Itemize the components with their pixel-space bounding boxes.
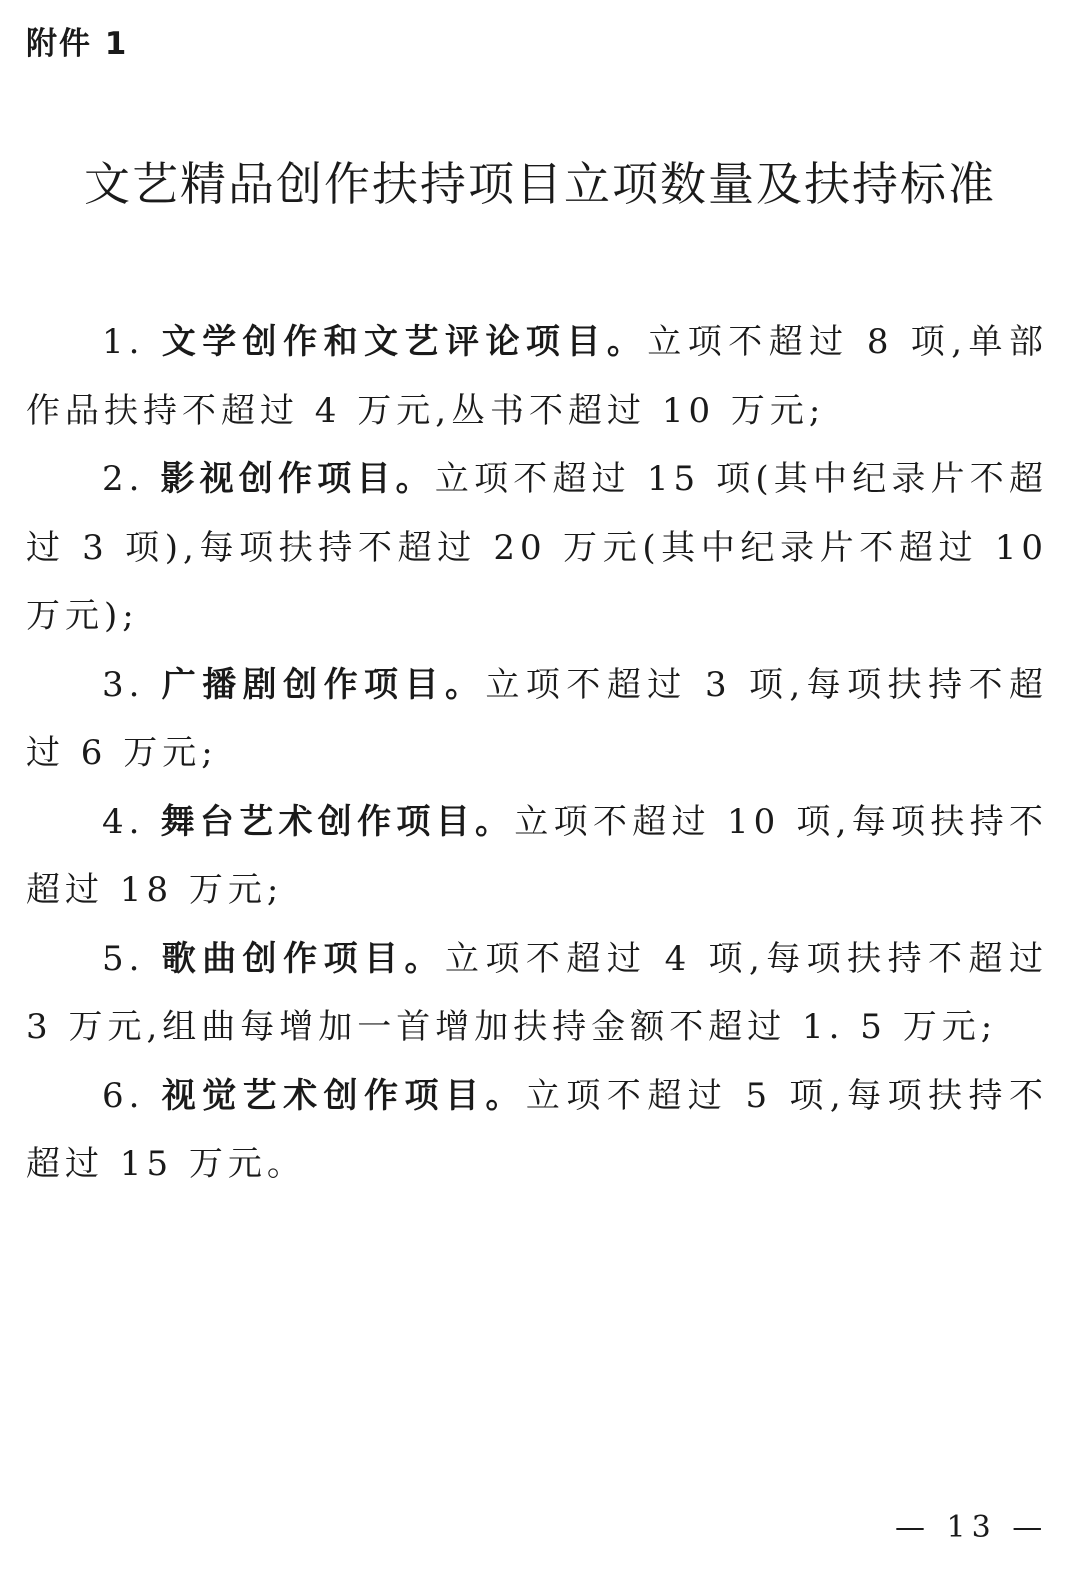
list-item-stage-art [26,788,1048,925]
item-number: 6. [102,1075,145,1116]
item-number: 1. [102,322,145,362]
document-body [26,308,1048,1199]
item-detail: 立项不超过 4 项,每项扶持不超过 3 万元,组曲每增加一首增加扶持金额不超过 1. 5 万元; [26,938,1048,1047]
item-name: 影视创作项目。 [160,459,435,499]
item-number: 3. [102,664,145,705]
item-number: 2. [102,459,145,499]
item-detail: 立项不超过 8 项,单部作品扶持不超过 4 万元,丛书不超过 10 万元; [26,322,1049,431]
list-item-radio-drama [26,651,1048,788]
item-name: 舞台艺术创作项目。 [160,801,515,842]
page-number: — 13 — [895,1510,1049,1545]
item-detail: 立项不超过 10 项,每项扶持不超过 18 万元; [26,801,1049,910]
attachment-label: 附件 1 [26,26,129,62]
item-number: 4. [102,801,145,842]
list-item-film-tv [26,445,1048,651]
item-name: 视觉艺术创作项目。 [161,1075,526,1116]
document-title: 文艺精品创作扶持项目立项数量及扶持标准 [84,157,996,211]
item-number: 5. [102,938,145,979]
item-detail: 立项不超过 3 项,每项扶持不超过 6 万元; [26,664,1049,773]
list-item-literature [26,308,1048,445]
item-detail: 立项不超过 5 项,每项扶持不超过 15 万元。 [26,1075,1049,1184]
item-detail: 立项不超过 15 项(其中纪录片不超过 3 项),每项扶持不超过 20 万元(其中纪录片不超过 10 万元); [26,459,1049,636]
item-name: 广播剧创作项目。 [161,664,486,705]
item-name: 文学创作和文艺评论项目。 [161,322,648,362]
list-item-song [26,925,1048,1062]
list-item-visual-art [26,1062,1048,1199]
item-name: 歌曲创作项目。 [161,938,445,979]
